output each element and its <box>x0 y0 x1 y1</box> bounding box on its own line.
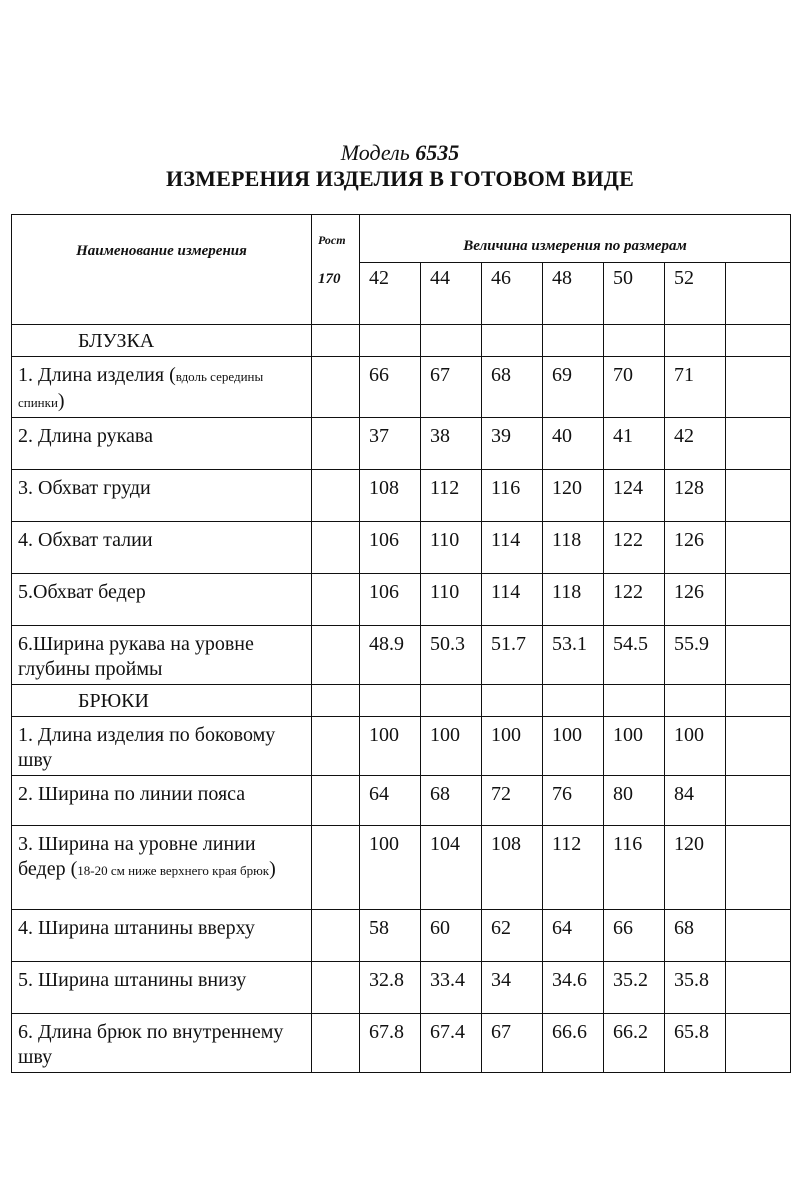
value-cell: 66.6 <box>543 1014 604 1073</box>
measurement-label: 2. Ширина по линии пояса <box>18 783 246 805</box>
measurement-name <box>12 418 312 470</box>
empty-cell <box>604 325 665 357</box>
empty-cell <box>726 418 791 470</box>
value-cell: 106 <box>360 522 421 574</box>
measurement-label: 3. Ширина на уровне линии бедер ( <box>18 833 256 880</box>
measurement-note: 18-20 см ниже верхнего края брюк <box>77 863 270 878</box>
sizes-label: Величина измерения по размерам <box>463 238 687 254</box>
section-row <box>12 685 791 717</box>
value-cell: 112 <box>543 826 604 910</box>
table-row <box>12 626 791 685</box>
value-cell: 120 <box>543 470 604 522</box>
value-cell: 34.6 <box>543 962 604 1014</box>
value-cell: 68 <box>482 357 543 418</box>
value-cell: 71 <box>665 357 726 418</box>
table-row <box>12 470 791 522</box>
empty-cell <box>482 325 543 357</box>
value-cell: 53.1 <box>543 626 604 685</box>
table-row <box>12 776 791 826</box>
value-cell: 69 <box>543 357 604 418</box>
measurement-name <box>12 910 312 962</box>
value-cell: 126 <box>665 574 726 626</box>
value-cell: 100 <box>482 717 543 776</box>
height-cell <box>312 717 360 776</box>
value-cell: 40 <box>543 418 604 470</box>
value-cell: 64 <box>543 910 604 962</box>
table-row <box>12 574 791 626</box>
section-title: БРЮКИ <box>12 685 312 717</box>
value-cell: 35.2 <box>604 962 665 1014</box>
empty-cell <box>312 685 360 717</box>
height-cell <box>312 626 360 685</box>
value-cell: 50.3 <box>421 626 482 685</box>
value-cell: 110 <box>421 522 482 574</box>
value-cell: 62 <box>482 910 543 962</box>
value-cell: 68 <box>421 776 482 826</box>
measurement-label: 4. Ширина штанины вверху <box>18 917 255 939</box>
value-cell: 34 <box>482 962 543 1014</box>
height-cell <box>312 357 360 418</box>
header-row-top <box>12 215 791 263</box>
table-row <box>12 826 791 910</box>
table-row <box>12 910 791 962</box>
value-cell: 114 <box>482 574 543 626</box>
page-heading: ИЗМЕРЕНИЯ ИЗДЕЛИЯ В ГОТОВОМ ВИДЕ <box>166 166 634 191</box>
value-cell: 32.8 <box>360 962 421 1014</box>
value-cell: 122 <box>604 574 665 626</box>
height-cell <box>312 1014 360 1073</box>
measurement-label: 6.Ширина рукава на уровне глубины проймы <box>18 633 254 680</box>
value-cell: 70 <box>604 357 665 418</box>
measurement-name <box>12 626 312 685</box>
value-cell: 37 <box>360 418 421 470</box>
value-cell: 60 <box>421 910 482 962</box>
value-cell: 112 <box>421 470 482 522</box>
height-value: 170 <box>318 271 341 287</box>
model-number: 6535 <box>415 140 460 165</box>
measurement-name <box>12 574 312 626</box>
empty-cell <box>665 685 726 717</box>
empty-cell <box>312 325 360 357</box>
value-cell: 100 <box>421 717 482 776</box>
empty-cell <box>726 962 791 1014</box>
empty-cell <box>726 574 791 626</box>
value-cell: 100 <box>665 717 726 776</box>
empty-cell <box>726 470 791 522</box>
value-cell: 122 <box>604 522 665 574</box>
value-cell: 65.8 <box>665 1014 726 1073</box>
header-name-label: Наименование измерения <box>76 243 247 259</box>
value-cell: 114 <box>482 522 543 574</box>
measurement-name <box>12 776 312 826</box>
height-cell <box>312 470 360 522</box>
value-cell: 68 <box>665 910 726 962</box>
measurement-name <box>12 962 312 1014</box>
height-cell <box>312 962 360 1014</box>
value-cell: 110 <box>421 574 482 626</box>
model-title <box>0 140 800 166</box>
value-cell: 66 <box>360 357 421 418</box>
header-name-cell <box>12 215 312 325</box>
value-cell: 80 <box>604 776 665 826</box>
measurement-name <box>12 1014 312 1073</box>
measurements-table <box>11 214 791 1073</box>
empty-cell <box>421 325 482 357</box>
model-label: Модель <box>340 140 410 165</box>
value-cell: 76 <box>543 776 604 826</box>
measurement-label: 5.Обхват бедер <box>18 581 146 603</box>
value-cell: 38 <box>421 418 482 470</box>
section-row <box>12 325 791 357</box>
value-cell: 104 <box>421 826 482 910</box>
measurement-name <box>12 470 312 522</box>
value-cell: 116 <box>604 826 665 910</box>
height-label: Рост <box>318 233 346 247</box>
height-cell <box>312 910 360 962</box>
measurement-label: 2. Длина рукава <box>18 425 153 447</box>
value-cell: 58 <box>360 910 421 962</box>
value-cell: 116 <box>482 470 543 522</box>
empty-cell <box>604 685 665 717</box>
empty-cell <box>665 325 726 357</box>
value-cell: 67.8 <box>360 1014 421 1073</box>
size-50: 50 <box>604 263 665 325</box>
measurement-label: 6. Длина брюк по внутреннему шву <box>18 1021 284 1068</box>
empty-cell <box>726 717 791 776</box>
value-cell: 41 <box>604 418 665 470</box>
table-row <box>12 717 791 776</box>
size-46: 46 <box>482 263 543 325</box>
value-cell: 126 <box>665 522 726 574</box>
measurement-label: 1. Длина изделия по боковому шву <box>18 724 276 771</box>
empty-cell <box>726 1014 791 1073</box>
measurement-note: вдоль середины спинки <box>18 369 264 410</box>
value-cell: 51.7 <box>482 626 543 685</box>
size-48: 48 <box>543 263 604 325</box>
height-cell <box>312 776 360 826</box>
value-cell: 118 <box>543 522 604 574</box>
empty-cell <box>726 685 791 717</box>
table-row <box>12 522 791 574</box>
value-cell: 64 <box>360 776 421 826</box>
measurement-label: 4. Обхват талии <box>18 529 153 551</box>
value-cell: 106 <box>360 574 421 626</box>
empty-cell <box>726 826 791 910</box>
value-cell: 33.4 <box>421 962 482 1014</box>
value-cell: 124 <box>604 470 665 522</box>
value-cell: 84 <box>665 776 726 826</box>
size-44: 44 <box>421 263 482 325</box>
table-row <box>12 1014 791 1073</box>
size-42: 42 <box>360 263 421 325</box>
value-cell: 108 <box>482 826 543 910</box>
header-height-cell <box>312 215 360 325</box>
height-cell <box>312 418 360 470</box>
empty-cell <box>543 325 604 357</box>
measurement-name <box>12 357 312 418</box>
value-cell: 48.9 <box>360 626 421 685</box>
table-row <box>12 357 791 418</box>
empty-cell <box>543 685 604 717</box>
size-52: 52 <box>665 263 726 325</box>
measurement-label: 1. Длина изделия ( <box>18 364 176 386</box>
empty-cell <box>421 685 482 717</box>
empty-cell <box>726 357 791 418</box>
value-cell: 67 <box>421 357 482 418</box>
value-cell: 118 <box>543 574 604 626</box>
value-cell: 67 <box>482 1014 543 1073</box>
value-cell: 54.5 <box>604 626 665 685</box>
value-cell: 100 <box>360 826 421 910</box>
value-cell: 100 <box>604 717 665 776</box>
measurement-name <box>12 826 312 910</box>
measurement-label: 5. Ширина штанины внизу <box>18 969 247 991</box>
empty-cell <box>726 325 791 357</box>
value-cell: 100 <box>360 717 421 776</box>
empty-cell <box>726 910 791 962</box>
value-cell: 72 <box>482 776 543 826</box>
value-cell: 66 <box>604 910 665 962</box>
measurement-name <box>12 522 312 574</box>
height-cell <box>312 826 360 910</box>
value-cell: 67.4 <box>421 1014 482 1073</box>
value-cell: 100 <box>543 717 604 776</box>
value-cell: 128 <box>665 470 726 522</box>
value-cell: 66.2 <box>604 1014 665 1073</box>
measurement-note-close: ) <box>269 858 276 880</box>
empty-cell <box>726 522 791 574</box>
height-cell <box>312 574 360 626</box>
empty-cell <box>482 685 543 717</box>
empty-cell <box>360 685 421 717</box>
value-cell: 120 <box>665 826 726 910</box>
value-cell: 55.9 <box>665 626 726 685</box>
empty-cell <box>726 626 791 685</box>
table-row <box>12 418 791 470</box>
section-title: БЛУЗКА <box>12 325 312 357</box>
measurement-note-close: ) <box>57 390 65 412</box>
empty-cell <box>726 776 791 826</box>
measurement-name <box>12 717 312 776</box>
value-cell: 39 <box>482 418 543 470</box>
header-sizes-cell <box>360 215 791 263</box>
value-cell: 108 <box>360 470 421 522</box>
measurement-label: 3. Обхват груди <box>18 477 151 499</box>
value-cell: 35.8 <box>665 962 726 1014</box>
height-cell <box>312 522 360 574</box>
table-row <box>12 962 791 1014</box>
size-empty <box>726 263 791 325</box>
empty-cell <box>360 325 421 357</box>
value-cell: 42 <box>665 418 726 470</box>
